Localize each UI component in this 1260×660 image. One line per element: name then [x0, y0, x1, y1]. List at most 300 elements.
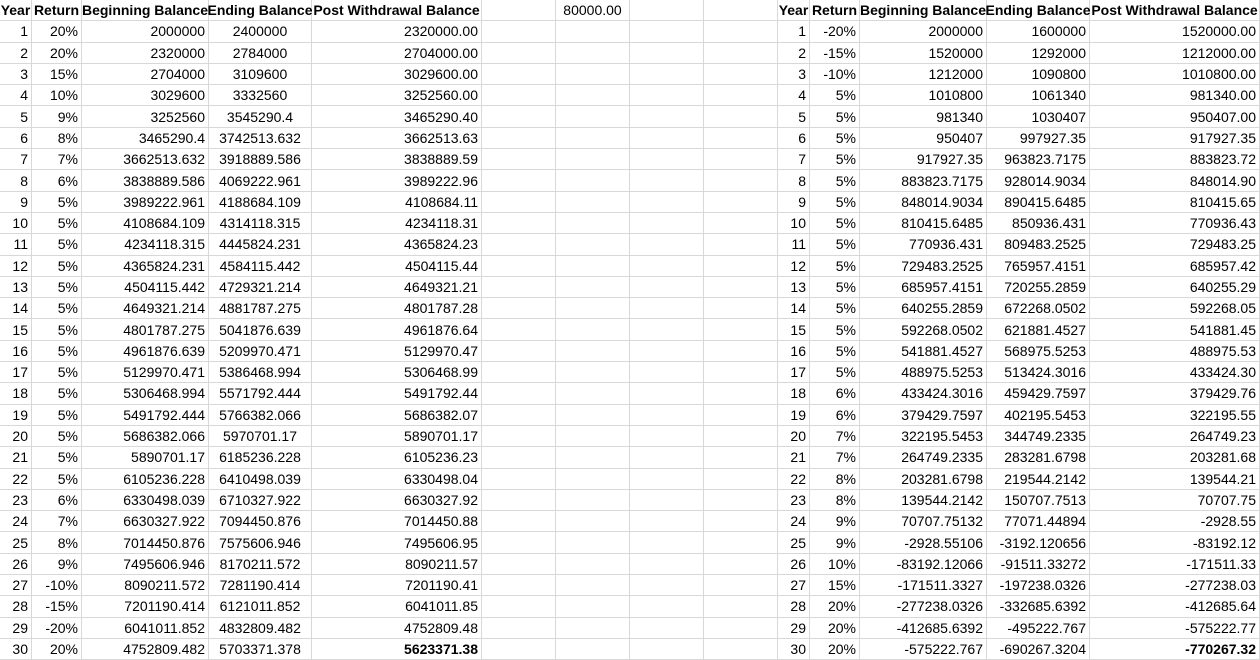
left-ending-balance-cell[interactable]: 5970701.17 — [209, 426, 312, 447]
right-beginning-balance-cell[interactable]: 139544.2142 — [860, 490, 987, 511]
empty-cell[interactable] — [704, 192, 778, 213]
left-post-withdrawal-balance-cell[interactable]: 5129970.47 — [312, 341, 482, 362]
left-ending-balance-cell[interactable]: 4832809.482 — [209, 618, 312, 639]
right-beginning-balance-cell[interactable]: 488975.5253 — [860, 362, 987, 383]
left-post-withdrawal-balance-cell[interactable]: 5306468.99 — [312, 362, 482, 383]
left-ending-balance-cell[interactable]: 3742513.632 — [209, 128, 312, 149]
left-return-cell[interactable]: 5% — [32, 192, 82, 213]
empty-cell[interactable] — [630, 426, 704, 447]
empty-cell[interactable] — [704, 447, 778, 468]
empty-cell[interactable] — [556, 298, 630, 319]
empty-cell[interactable] — [630, 532, 704, 553]
right-year-cell[interactable]: 16 — [778, 341, 810, 362]
right-return-cell[interactable]: 7% — [810, 447, 860, 468]
left-ending-balance-cell[interactable]: 2784000 — [209, 43, 312, 64]
left-beginning-balance-cell[interactable]: 4365824.231 — [82, 256, 209, 277]
left-return-cell[interactable]: 9% — [32, 554, 82, 575]
empty-cell[interactable] — [630, 85, 704, 106]
empty-cell[interactable] — [630, 128, 704, 149]
right-post-withdrawal-balance-cell[interactable]: 541881.45 — [1090, 319, 1260, 340]
right-post-withdrawal-balance-cell[interactable]: 264749.23 — [1090, 426, 1260, 447]
left-year-cell[interactable]: 10 — [0, 213, 32, 234]
right-return-cell[interactable]: 5% — [810, 213, 860, 234]
empty-cell[interactable] — [556, 532, 630, 553]
left-beginning-balance-cell[interactable]: 3465290.4 — [82, 128, 209, 149]
left-post-withdrawal-balance-cell[interactable]: 4801787.28 — [312, 298, 482, 319]
right-post-withdrawal-balance-cell[interactable]: 592268.05 — [1090, 298, 1260, 319]
left-post-withdrawal-balance-cell[interactable]: 3252560.00 — [312, 85, 482, 106]
right-beginning-balance-cell[interactable]: 1212000 — [860, 64, 987, 85]
right-year-cell[interactable]: 23 — [778, 490, 810, 511]
empty-cell[interactable] — [556, 170, 630, 191]
right-post-withdrawal-balance-cell[interactable]: -277238.03 — [1090, 575, 1260, 596]
left-post-withdrawal-balance-cell[interactable]: 6105236.23 — [312, 447, 482, 468]
right-return-cell[interactable]: 5% — [810, 256, 860, 277]
left-beginning-balance-cell[interactable]: 7201190.414 — [82, 596, 209, 617]
right-year-cell[interactable]: 20 — [778, 426, 810, 447]
empty-cell[interactable] — [704, 277, 778, 298]
left-beginning-balance-cell[interactable]: 7014450.876 — [82, 532, 209, 553]
left-ending-balance-cell[interactable]: 2400000 — [209, 21, 312, 42]
left-year-cell[interactable]: 20 — [0, 426, 32, 447]
left-post-withdrawal-balance-cell[interactable]: 3989222.96 — [312, 170, 482, 191]
right-post-withdrawal-balance-cell[interactable]: 640255.29 — [1090, 277, 1260, 298]
empty-cell[interactable] — [704, 618, 778, 639]
left-return-cell[interactable]: 7% — [32, 511, 82, 532]
left-post-withdrawal-balance-cell[interactable]: 8090211.57 — [312, 554, 482, 575]
left-ending-balance-cell[interactable]: 3332560 — [209, 85, 312, 106]
left-year-cell[interactable]: 9 — [0, 192, 32, 213]
empty-cell[interactable] — [704, 64, 778, 85]
empty-cell[interactable] — [556, 618, 630, 639]
empty-cell[interactable] — [630, 341, 704, 362]
left-year-cell[interactable]: 6 — [0, 128, 32, 149]
empty-cell[interactable] — [704, 511, 778, 532]
left-beginning-balance-cell[interactable]: 2704000 — [82, 64, 209, 85]
right-beginning-balance-cell[interactable]: 917927.35 — [860, 149, 987, 170]
empty-cell[interactable] — [630, 234, 704, 255]
left-beginning-balance-cell[interactable]: 4234118.315 — [82, 234, 209, 255]
empty-cell[interactable] — [630, 618, 704, 639]
left-ending-balance-cell[interactable]: 3109600 — [209, 64, 312, 85]
empty-cell[interactable] — [704, 575, 778, 596]
right-return-cell[interactable]: 20% — [810, 618, 860, 639]
right-beginning-balance-cell[interactable]: 685957.4151 — [860, 277, 987, 298]
right-ending-balance-cell[interactable]: -197238.0326 — [987, 575, 1090, 596]
right-year-cell[interactable]: 29 — [778, 618, 810, 639]
right-year-cell[interactable]: 12 — [778, 256, 810, 277]
empty-cell[interactable] — [556, 43, 630, 64]
empty-cell[interactable] — [630, 149, 704, 170]
empty-cell[interactable] — [704, 170, 778, 191]
right-year-cell[interactable]: 14 — [778, 298, 810, 319]
empty-cell[interactable] — [556, 21, 630, 42]
left-beginning-balance-cell[interactable]: 4108684.109 — [82, 213, 209, 234]
empty-cell[interactable] — [556, 426, 630, 447]
left-return-cell[interactable]: 5% — [32, 319, 82, 340]
right-ending-balance-cell[interactable]: 1030407 — [987, 106, 1090, 127]
empty-cell[interactable] — [556, 447, 630, 468]
left-year-cell[interactable]: 28 — [0, 596, 32, 617]
empty-cell[interactable] — [704, 532, 778, 553]
left-beginning-balance-header[interactable]: Beginning Balance — [82, 0, 209, 21]
right-ending-balance-cell[interactable]: 150707.7513 — [987, 490, 1090, 511]
right-post-withdrawal-balance-cell[interactable]: -2928.55 — [1090, 511, 1260, 532]
right-ending-balance-cell[interactable]: 997927.35 — [987, 128, 1090, 149]
empty-cell[interactable] — [630, 405, 704, 426]
empty-cell[interactable] — [630, 639, 704, 660]
right-beginning-balance-cell[interactable]: 592268.0502 — [860, 319, 987, 340]
right-ending-balance-cell[interactable]: -3192.120656 — [987, 532, 1090, 553]
right-beginning-balance-cell[interactable]: 203281.6798 — [860, 469, 987, 490]
empty-cell[interactable] — [482, 426, 556, 447]
left-ending-balance-cell[interactable]: 6185236.228 — [209, 447, 312, 468]
empty-cell[interactable] — [482, 618, 556, 639]
empty-cell[interactable] — [482, 575, 556, 596]
right-post-withdrawal-balance-cell[interactable]: -412685.64 — [1090, 596, 1260, 617]
left-return-cell[interactable]: 5% — [32, 256, 82, 277]
empty-cell[interactable] — [482, 256, 556, 277]
left-year-cell[interactable]: 23 — [0, 490, 32, 511]
right-return-cell[interactable]: 8% — [810, 469, 860, 490]
right-year-cell[interactable]: 28 — [778, 596, 810, 617]
left-year-cell[interactable]: 25 — [0, 532, 32, 553]
left-beginning-balance-cell[interactable]: 5306468.994 — [82, 383, 209, 404]
right-ending-balance-cell[interactable]: 963823.7175 — [987, 149, 1090, 170]
left-post-withdrawal-balance-cell[interactable]: 4961876.64 — [312, 319, 482, 340]
right-return-cell[interactable]: 6% — [810, 405, 860, 426]
right-post-withdrawal-balance-cell[interactable]: 770936.43 — [1090, 213, 1260, 234]
empty-cell[interactable] — [556, 596, 630, 617]
left-post-withdrawal-balance-header[interactable]: Post Withdrawal Balance — [312, 0, 482, 21]
left-beginning-balance-cell[interactable]: 4801787.275 — [82, 319, 209, 340]
empty-cell[interactable] — [704, 298, 778, 319]
right-year-cell[interactable]: 21 — [778, 447, 810, 468]
right-return-cell[interactable]: 5% — [810, 362, 860, 383]
empty-cell[interactable] — [630, 554, 704, 575]
left-return-cell[interactable]: 20% — [32, 43, 82, 64]
right-return-cell[interactable]: -10% — [810, 64, 860, 85]
left-return-cell[interactable]: 5% — [32, 341, 82, 362]
right-return-cell[interactable]: 10% — [810, 554, 860, 575]
empty-cell[interactable] — [482, 128, 556, 149]
left-post-withdrawal-balance-cell[interactable]: 4234118.31 — [312, 213, 482, 234]
right-return-cell[interactable]: 5% — [810, 106, 860, 127]
left-return-cell[interactable]: 5% — [32, 213, 82, 234]
right-year-cell[interactable]: 27 — [778, 575, 810, 596]
right-return-cell[interactable]: 20% — [810, 639, 860, 660]
right-post-withdrawal-balance-cell[interactable]: 810415.65 — [1090, 192, 1260, 213]
empty-cell[interactable] — [630, 469, 704, 490]
empty-cell[interactable] — [482, 277, 556, 298]
left-year-cell[interactable]: 15 — [0, 319, 32, 340]
left-ending-balance-cell[interactable]: 4069222.961 — [209, 170, 312, 191]
left-post-withdrawal-balance-cell[interactable]: 5686382.07 — [312, 405, 482, 426]
left-return-cell[interactable]: 5% — [32, 405, 82, 426]
left-year-cell[interactable]: 12 — [0, 256, 32, 277]
right-beginning-balance-cell[interactable]: 2000000 — [860, 21, 987, 42]
left-beginning-balance-cell[interactable]: 3029600 — [82, 85, 209, 106]
left-year-header[interactable]: Year — [0, 0, 32, 21]
right-beginning-balance-cell[interactable]: -171511.3327 — [860, 575, 987, 596]
empty-cell[interactable] — [630, 192, 704, 213]
empty-cell[interactable] — [704, 426, 778, 447]
empty-cell[interactable] — [630, 21, 704, 42]
empty-cell[interactable] — [630, 596, 704, 617]
right-ending-balance-cell[interactable]: 283281.6798 — [987, 447, 1090, 468]
empty-cell[interactable] — [482, 319, 556, 340]
empty-cell[interactable] — [556, 149, 630, 170]
right-beginning-balance-cell[interactable]: 264749.2335 — [860, 447, 987, 468]
left-ending-balance-cell[interactable]: 4188684.109 — [209, 192, 312, 213]
empty-cell[interactable] — [482, 0, 556, 21]
left-beginning-balance-cell[interactable]: 3252560 — [82, 106, 209, 127]
left-ending-balance-cell[interactable]: 7575606.946 — [209, 532, 312, 553]
right-ending-balance-cell[interactable]: 1061340 — [987, 85, 1090, 106]
left-post-withdrawal-balance-cell[interactable]: 6330498.04 — [312, 469, 482, 490]
left-year-cell[interactable]: 8 — [0, 170, 32, 191]
right-return-cell[interactable]: 5% — [810, 192, 860, 213]
left-return-cell[interactable]: 8% — [32, 128, 82, 149]
empty-cell[interactable] — [482, 554, 556, 575]
left-return-cell[interactable]: -20% — [32, 618, 82, 639]
right-post-withdrawal-balance-cell[interactable]: -575222.77 — [1090, 618, 1260, 639]
empty-cell[interactable] — [482, 106, 556, 127]
right-post-withdrawal-balance-cell[interactable]: 685957.42 — [1090, 256, 1260, 277]
left-ending-balance-cell[interactable]: 4584115.442 — [209, 256, 312, 277]
left-post-withdrawal-balance-cell[interactable]: 4504115.44 — [312, 256, 482, 277]
empty-cell[interactable] — [630, 511, 704, 532]
empty-cell[interactable] — [704, 85, 778, 106]
right-year-cell[interactable]: 5 — [778, 106, 810, 127]
left-beginning-balance-cell[interactable]: 2000000 — [82, 21, 209, 42]
empty-cell[interactable] — [704, 0, 778, 21]
empty-cell[interactable] — [482, 511, 556, 532]
empty-cell[interactable] — [630, 362, 704, 383]
empty-cell[interactable] — [630, 277, 704, 298]
left-post-withdrawal-balance-cell[interactable]: 4365824.23 — [312, 234, 482, 255]
left-ending-balance-cell[interactable]: 4729321.214 — [209, 277, 312, 298]
right-post-withdrawal-balance-cell[interactable]: 488975.53 — [1090, 341, 1260, 362]
left-return-cell[interactable]: 10% — [32, 85, 82, 106]
left-post-withdrawal-balance-cell[interactable]: 5491792.44 — [312, 383, 482, 404]
empty-cell[interactable] — [556, 405, 630, 426]
empty-cell[interactable] — [482, 192, 556, 213]
left-post-withdrawal-balance-cell[interactable]: 3465290.40 — [312, 106, 482, 127]
empty-cell[interactable] — [556, 64, 630, 85]
right-ending-balance-cell[interactable]: 513424.3016 — [987, 362, 1090, 383]
empty-cell[interactable] — [556, 319, 630, 340]
right-beginning-balance-cell[interactable]: 640255.2859 — [860, 298, 987, 319]
left-return-cell[interactable]: -10% — [32, 575, 82, 596]
right-ending-balance-cell[interactable]: 568975.5253 — [987, 341, 1090, 362]
right-year-cell[interactable]: 15 — [778, 319, 810, 340]
left-post-withdrawal-balance-cell[interactable]: 2704000.00 — [312, 43, 482, 64]
left-beginning-balance-cell[interactable]: 6105236.228 — [82, 469, 209, 490]
right-year-cell[interactable]: 4 — [778, 85, 810, 106]
right-ending-balance-cell[interactable]: 809483.2525 — [987, 234, 1090, 255]
right-year-cell[interactable]: 19 — [778, 405, 810, 426]
right-beginning-balance-cell[interactable]: 379429.7597 — [860, 405, 987, 426]
left-post-withdrawal-balance-cell[interactable]: 6630327.92 — [312, 490, 482, 511]
empty-cell[interactable] — [556, 256, 630, 277]
empty-cell[interactable] — [630, 383, 704, 404]
left-ending-balance-cell[interactable]: 4445824.231 — [209, 234, 312, 255]
empty-cell[interactable] — [482, 64, 556, 85]
right-beginning-balance-cell[interactable]: 950407 — [860, 128, 987, 149]
right-ending-balance-cell[interactable]: 1090800 — [987, 64, 1090, 85]
left-return-cell[interactable]: 20% — [32, 21, 82, 42]
right-post-withdrawal-balance-cell[interactable]: -770267.32 — [1090, 639, 1260, 660]
left-return-cell[interactable]: 5% — [32, 362, 82, 383]
empty-cell[interactable] — [704, 256, 778, 277]
left-return-cell[interactable]: 6% — [32, 170, 82, 191]
empty-cell[interactable] — [482, 213, 556, 234]
left-year-cell[interactable]: 18 — [0, 383, 32, 404]
right-beginning-balance-cell[interactable]: -575222.767 — [860, 639, 987, 660]
left-ending-balance-cell[interactable]: 5041876.639 — [209, 319, 312, 340]
right-year-cell[interactable]: 25 — [778, 532, 810, 553]
right-ending-balance-cell[interactable]: 928014.9034 — [987, 170, 1090, 191]
empty-cell[interactable] — [482, 43, 556, 64]
left-year-cell[interactable]: 24 — [0, 511, 32, 532]
empty-cell[interactable] — [556, 383, 630, 404]
empty-cell[interactable] — [704, 639, 778, 660]
left-beginning-balance-cell[interactable]: 5890701.17 — [82, 447, 209, 468]
left-post-withdrawal-balance-cell[interactable]: 4649321.21 — [312, 277, 482, 298]
right-beginning-balance-cell[interactable]: 810415.6485 — [860, 213, 987, 234]
right-beginning-balance-cell[interactable]: -412685.6392 — [860, 618, 987, 639]
right-post-withdrawal-balance-cell[interactable]: -83192.12 — [1090, 532, 1260, 553]
right-post-withdrawal-balance-cell[interactable]: 322195.55 — [1090, 405, 1260, 426]
left-year-cell[interactable]: 7 — [0, 149, 32, 170]
right-ending-balance-cell[interactable]: 850936.431 — [987, 213, 1090, 234]
right-ending-balance-cell[interactable]: 77071.44894 — [987, 511, 1090, 532]
right-beginning-balance-cell[interactable]: 433424.3016 — [860, 383, 987, 404]
left-return-cell[interactable]: 8% — [32, 532, 82, 553]
right-ending-balance-cell[interactable]: 621881.4527 — [987, 319, 1090, 340]
right-post-withdrawal-balance-cell[interactable]: 950407.00 — [1090, 106, 1260, 127]
left-ending-balance-cell[interactable]: 6410498.039 — [209, 469, 312, 490]
empty-cell[interactable] — [482, 298, 556, 319]
empty-cell[interactable] — [630, 170, 704, 191]
right-year-cell[interactable]: 2 — [778, 43, 810, 64]
left-ending-balance-cell[interactable]: 7094450.876 — [209, 511, 312, 532]
left-ending-balance-cell[interactable]: 4314118.315 — [209, 213, 312, 234]
right-beginning-balance-cell[interactable]: -83192.12066 — [860, 554, 987, 575]
empty-cell[interactable] — [630, 319, 704, 340]
empty-cell[interactable] — [482, 596, 556, 617]
left-beginning-balance-cell[interactable]: 3989222.961 — [82, 192, 209, 213]
empty-cell[interactable] — [482, 490, 556, 511]
right-post-withdrawal-balance-cell[interactable]: -171511.33 — [1090, 554, 1260, 575]
right-return-cell[interactable]: 5% — [810, 319, 860, 340]
left-return-cell[interactable]: 7% — [32, 149, 82, 170]
right-post-withdrawal-balance-cell[interactable]: 1010800.00 — [1090, 64, 1260, 85]
left-return-cell[interactable]: 5% — [32, 298, 82, 319]
right-post-withdrawal-balance-cell[interactable]: 848014.90 — [1090, 170, 1260, 191]
empty-cell[interactable] — [556, 192, 630, 213]
left-return-header[interactable]: Return — [32, 0, 82, 21]
left-beginning-balance-cell[interactable]: 4961876.639 — [82, 341, 209, 362]
right-return-cell[interactable]: 6% — [810, 383, 860, 404]
right-year-cell[interactable]: 7 — [778, 149, 810, 170]
right-return-cell[interactable]: -15% — [810, 43, 860, 64]
left-beginning-balance-cell[interactable]: 7495606.946 — [82, 554, 209, 575]
right-post-withdrawal-balance-cell[interactable]: 917927.35 — [1090, 128, 1260, 149]
empty-cell[interactable] — [704, 21, 778, 42]
empty-cell[interactable] — [704, 213, 778, 234]
right-year-cell[interactable]: 24 — [778, 511, 810, 532]
empty-cell[interactable] — [482, 639, 556, 660]
left-year-cell[interactable]: 3 — [0, 64, 32, 85]
left-ending-balance-cell[interactable]: 5386468.994 — [209, 362, 312, 383]
left-beginning-balance-cell[interactable]: 6630327.922 — [82, 511, 209, 532]
right-return-cell[interactable]: 5% — [810, 85, 860, 106]
right-return-cell[interactable]: 5% — [810, 234, 860, 255]
empty-cell[interactable] — [630, 64, 704, 85]
left-year-cell[interactable]: 13 — [0, 277, 32, 298]
left-year-cell[interactable]: 14 — [0, 298, 32, 319]
empty-cell[interactable] — [482, 532, 556, 553]
left-post-withdrawal-balance-cell[interactable]: 5890701.17 — [312, 426, 482, 447]
empty-cell[interactable] — [630, 256, 704, 277]
left-post-withdrawal-balance-cell[interactable]: 7014450.88 — [312, 511, 482, 532]
empty-cell[interactable] — [630, 575, 704, 596]
withdrawal-amount-cell[interactable]: 80000.00 — [556, 0, 630, 21]
empty-cell[interactable] — [556, 106, 630, 127]
left-beginning-balance-cell[interactable]: 4752809.482 — [82, 639, 209, 660]
left-post-withdrawal-balance-cell[interactable]: 7201190.41 — [312, 575, 482, 596]
right-ending-balance-cell[interactable]: -495222.767 — [987, 618, 1090, 639]
right-ending-balance-cell[interactable]: 890415.6485 — [987, 192, 1090, 213]
empty-cell[interactable] — [556, 639, 630, 660]
left-ending-balance-cell[interactable]: 7281190.414 — [209, 575, 312, 596]
right-year-cell[interactable]: 10 — [778, 213, 810, 234]
left-beginning-balance-cell[interactable]: 5686382.066 — [82, 426, 209, 447]
empty-cell[interactable] — [556, 362, 630, 383]
empty-cell[interactable] — [482, 170, 556, 191]
left-post-withdrawal-balance-cell[interactable]: 3838889.59 — [312, 149, 482, 170]
right-ending-balance-header[interactable]: Ending Balance — [987, 0, 1090, 21]
left-ending-balance-cell[interactable]: 8170211.572 — [209, 554, 312, 575]
empty-cell[interactable] — [556, 341, 630, 362]
empty-cell[interactable] — [704, 149, 778, 170]
right-return-cell[interactable]: 20% — [810, 596, 860, 617]
empty-cell[interactable] — [556, 213, 630, 234]
left-year-cell[interactable]: 2 — [0, 43, 32, 64]
left-year-cell[interactable]: 1 — [0, 21, 32, 42]
right-ending-balance-cell[interactable]: 344749.2335 — [987, 426, 1090, 447]
right-year-cell[interactable]: 18 — [778, 383, 810, 404]
empty-cell[interactable] — [556, 511, 630, 532]
empty-cell[interactable] — [482, 21, 556, 42]
left-year-cell[interactable]: 26 — [0, 554, 32, 575]
left-beginning-balance-cell[interactable]: 6330498.039 — [82, 490, 209, 511]
left-post-withdrawal-balance-cell[interactable]: 5623371.38 — [312, 639, 482, 660]
right-return-cell[interactable]: 9% — [810, 532, 860, 553]
empty-cell[interactable] — [704, 554, 778, 575]
right-return-cell[interactable]: 5% — [810, 298, 860, 319]
left-beginning-balance-cell[interactable]: 5491792.444 — [82, 405, 209, 426]
left-ending-balance-cell[interactable]: 5766382.066 — [209, 405, 312, 426]
right-return-cell[interactable]: 15% — [810, 575, 860, 596]
right-return-cell[interactable]: 7% — [810, 426, 860, 447]
right-post-withdrawal-balance-cell[interactable]: 379429.76 — [1090, 383, 1260, 404]
left-year-cell[interactable]: 16 — [0, 341, 32, 362]
empty-cell[interactable] — [556, 490, 630, 511]
right-post-withdrawal-balance-cell[interactable]: 1520000.00 — [1090, 21, 1260, 42]
